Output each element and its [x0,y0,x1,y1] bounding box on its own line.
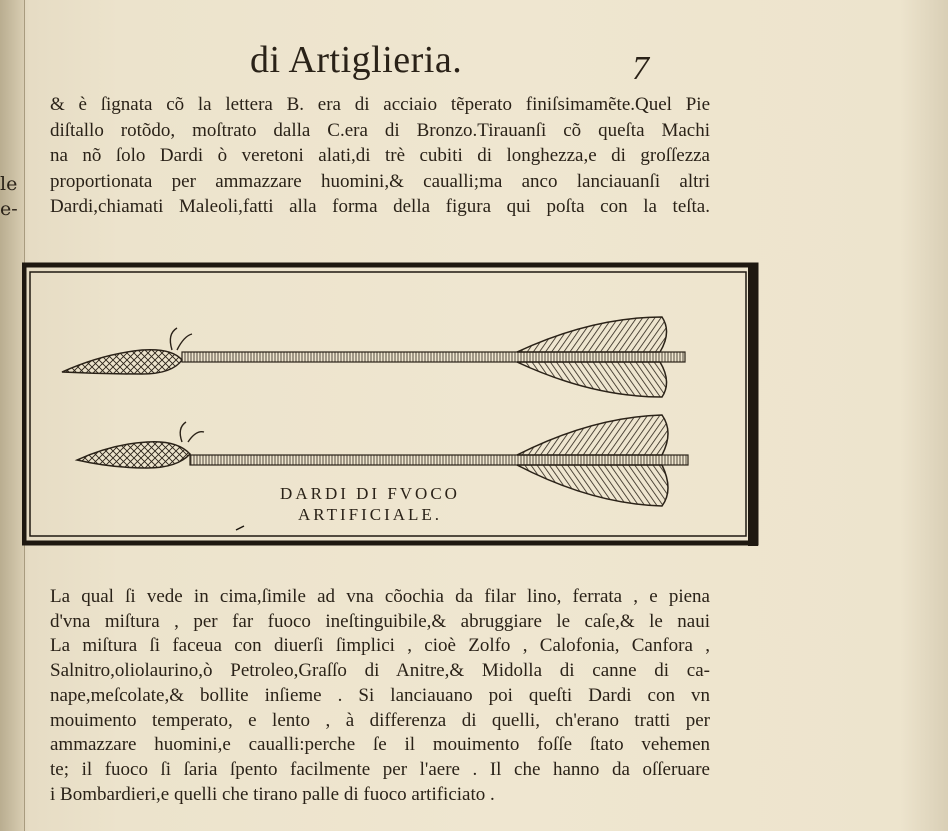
text-line: te; il fuoco ſi ſaria ſpento facilmente per l'aere . Il che hanno da oſſeruare [50,758,710,780]
bottom-paragraph [50,585,710,807]
text-line: i Bombardieri,e quelli che tirano palle di fuoco artificiato . [50,783,495,805]
fire-dart-upper [62,317,685,397]
text-line: proportionata per ammazzare huomini,& caualli;ma anco lanciauanſi altri [50,170,710,192]
text-line: diſtallo rotõdo, moſtrato dalla C.era di Bronzo.Tirauanſi cõ queſta Machi [50,119,710,141]
dart-wick [180,422,204,442]
dart-fletching-bottom [517,465,668,506]
dart-shaft [182,352,685,362]
dart-fletching-top [517,317,667,352]
figure-caption-line2: ARTIFICIALE. [297,505,443,524]
top-paragraph [50,92,710,220]
frame-shadow [748,266,758,546]
margin-fragment-2: e- [0,198,18,220]
text-line: La qual ſi vede in cima,ſimile ad vna cõochia da filar lino, ferrata , e piena [50,586,710,607]
text-line: nape,meſcolate,& bollite inſieme . Si lanciauano poi queſti Dardi con vn [50,684,710,706]
margin-fragment-1: le [0,173,18,195]
text-line: na nõ ſolo Dardi ò veretoni alati,di trè cubiti di longhezza,e di groſſezza [50,145,710,166]
figure-caption-line1: DARDI DI FVOCO [280,484,460,503]
frame-tick [236,526,244,530]
text-line: ammazzare huomini,e caualli:perche ſe il mouimento foſſe ſtato vehemen [50,734,710,756]
text-line: La miſtura ſi faceua con diuerſi ſimplici , cioè Zolfo , Calofonia, Canfora , [50,635,710,657]
text-line: Dardi,chiamati Maleoli,fatti alla forma della figura qui poſta con la teſta. [50,196,710,217]
text-line: & è ſignata cõ la lettera B. era di acciaio tẽperato finiſsimamẽte.Quel Pie [50,94,710,115]
dart-head [62,350,182,374]
text-line: mouimento temperato, e lento , à differenza di quelli, ch'erano tratti per [50,709,710,731]
page-number: 7 [632,50,649,87]
text-line: Salnitro,oliolaurino,ò Petroleo,Graſſo di Anitre,& Midolla di canne di ca- [50,660,710,682]
dart-head [77,442,190,468]
running-header: di Artiglieria. [250,39,463,81]
dart-fletching-bottom [517,362,667,397]
dart-shaft [190,455,688,465]
dart-wick [170,328,192,350]
dart-fletching-top [517,415,668,455]
text-line: d'vna miſtura , per far fuoco ineſtinguibile,& abruggiare le caſe,& le naui [50,610,710,632]
